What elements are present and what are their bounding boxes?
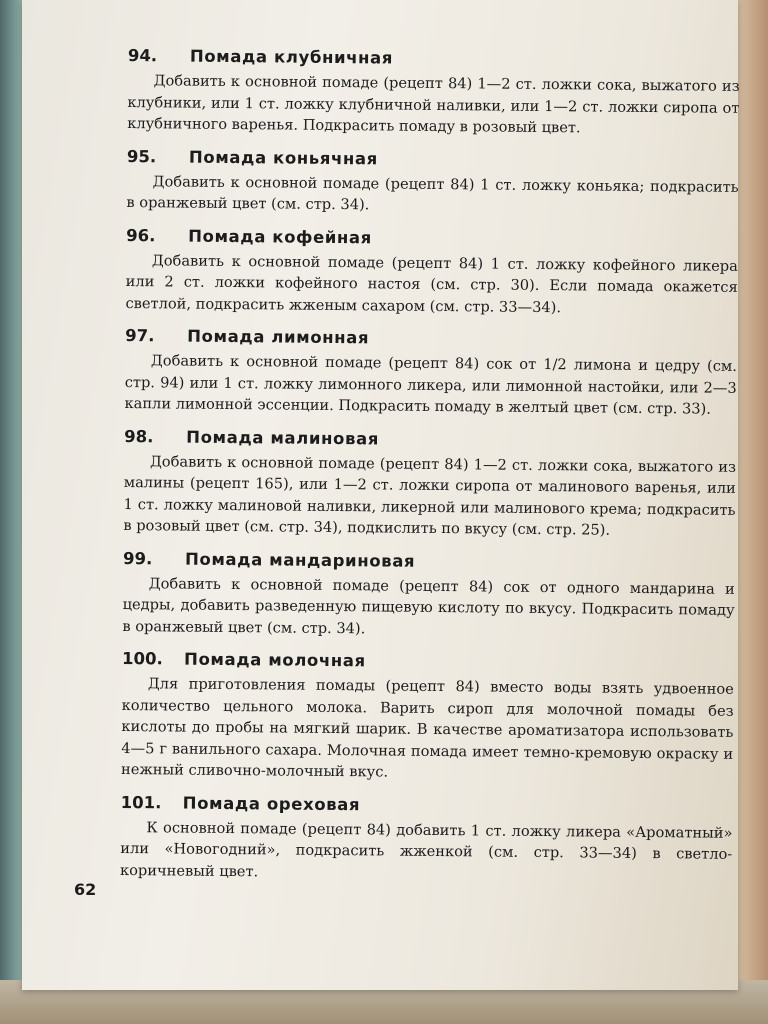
recipe-heading xyxy=(124,424,736,454)
recipe-98 xyxy=(123,424,736,542)
recipe-text: Добавить к основной помаде (рецепт 84) сок от одного мандарина и цедры, добавить разведенную пищевую кислоту по вкусу. Подкрасить помаду в оранжевый цвет (см. стр. 34). xyxy=(122,574,735,637)
recipe-text: Для приготовления помады (рецепт 84) вместо воды взять удвоенное количество цельного молока. Варить сироп для молочной помады без кислоты до пробы на мягкий шарик. В качестве ароматизатора использовать 4—5 г ванильного сахара. Молочная помада имеет темно-кремовую окраску и нежный сливочно-молочный вкус. xyxy=(120,675,734,781)
recipe-text: Добавить к основной помаде (рецепт 84) 1—2 ст. ложки сока, выжатого из малины (рецепт 165), или 1—2 ст. ложки сиропа от малинового варенья, или 1 ст. ложку малиновой наливки, ликерной или малинового крема; подкрасить в розовый цвет (см. стр. 34), подкислить по вкусу (см. стр. 25). xyxy=(123,452,737,539)
recipe-number: 95. xyxy=(126,146,157,166)
recipe-number: 97. xyxy=(125,325,155,346)
recipe-number: 101. xyxy=(120,792,162,812)
recipe-95 xyxy=(126,144,739,219)
recipe-heading xyxy=(122,647,734,677)
recipe-text: К основной помаде (рецепт 84) добавить 1 ст. ложку ликера «Ароматный» или «Новогодний», подкрасить жженкой (см. стр. 33—34) в светло-коричневый цвет. xyxy=(119,818,733,880)
recipe-97 xyxy=(124,324,737,420)
recipe-number: 94. xyxy=(127,45,158,66)
page-number: 62 xyxy=(74,880,97,899)
recipe-title: Помада мандариновая xyxy=(184,549,416,571)
recipe-title: Помада малиновая xyxy=(186,427,380,448)
recipe-heading xyxy=(123,546,735,576)
recipe-title: Помада клубничная xyxy=(189,46,394,68)
recipe-number: 98. xyxy=(124,426,154,446)
recipe-heading xyxy=(128,44,740,74)
recipe-title: Помада коньячная xyxy=(188,147,379,168)
recipe-100 xyxy=(121,647,734,786)
recipe-title: Помада лимонная xyxy=(187,326,370,348)
recipe-number: 99. xyxy=(122,548,153,568)
recipe-heading xyxy=(126,223,738,253)
recipe-101 xyxy=(120,790,733,886)
recipe-94 xyxy=(127,44,740,140)
recipe-list xyxy=(120,44,740,887)
recipe-title: Помада молочная xyxy=(184,649,366,671)
recipe-number: 96. xyxy=(126,225,156,245)
recipe-number: 100. xyxy=(122,648,163,669)
recipe-text: Добавить к основной помаде (рецепт 84) сок от 1/2 лимона и цедру (см. стр. 94) или 1 ст. ложку лимонного ликера, или лимонной настойки, или 2—3 капли лимонной эссенции. Подкрасить помаду в желтый цвет (см. стр. 33). xyxy=(124,352,738,418)
recipe-text: Добавить к основной помаде (рецепт 84) 1 ст. ложку коньяка; подкрасить в оранжевый цвет (см. стр. 34). xyxy=(126,172,739,214)
book-page xyxy=(22,0,738,990)
recipe-heading xyxy=(121,790,733,820)
recipe-title: Помада кофейная xyxy=(188,226,373,247)
recipe-96 xyxy=(125,223,738,319)
recipe-text: Добавить к основной помаде (рецепт 84) 1—2 ст. ложки сока, выжатого из клубники, или 1 ст. ложку клубничной наливки, или 1—2 ст. ложки сиропа от клубничного варенья. Подкрасить помаду в розовый цвет. xyxy=(127,72,740,137)
recipe-heading xyxy=(127,144,739,174)
recipe-title: Помада ореховая xyxy=(182,793,361,814)
recipe-text: Добавить к основной помаде (рецепт 84) 1 ст. ложку кофейного ликера или 2 ст. ложки кофейного настоя (см. стр. 30). Если помада окажется светлой, подкрасить жженым сахаром (см. стр. 33—34). xyxy=(125,251,738,316)
recipe-heading xyxy=(125,324,737,354)
recipe-99 xyxy=(122,546,735,642)
